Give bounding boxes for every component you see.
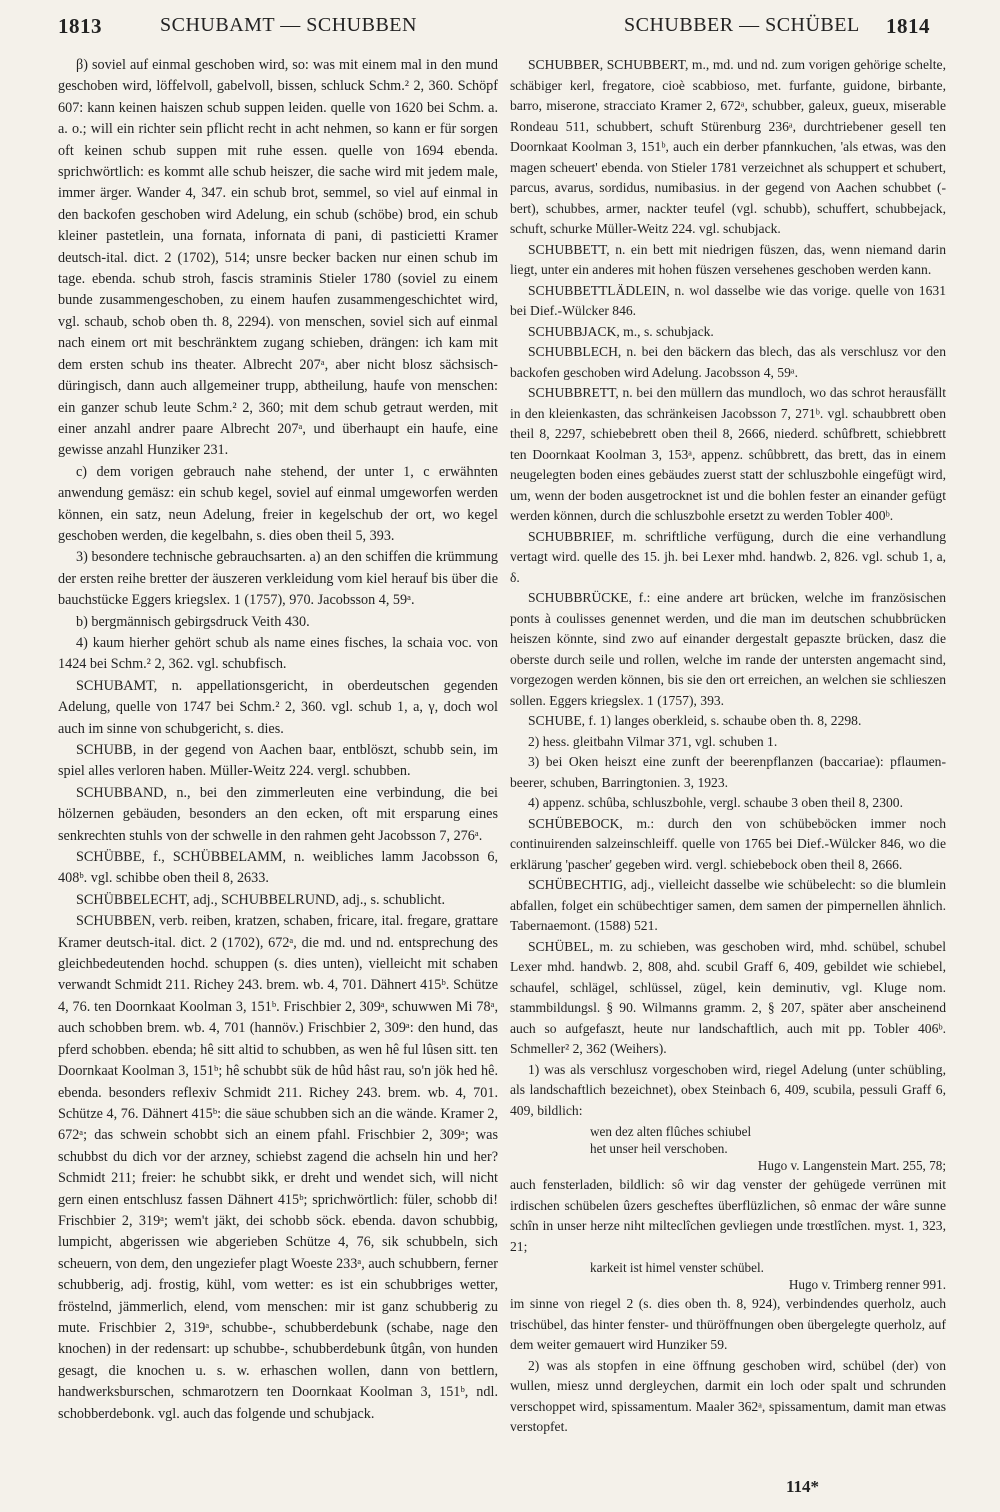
left-column — [58, 55, 498, 1425]
entry-schubbruecke: SCHUBBRÜCKE, f.: eine andere art brücken, welche im französischen ponts à coulisses genennet werden, und die man im deutschen schubbrücken heiszen könnte, sind zwo auf einander dergestalt gepaszte brücken, dasz die oberste durch seile und rollen, welche im rande der untersten angemacht sind, vorgezogen werden können, bis sie den ort erreichen, an welchen sie schlieszen sollen. Eggers kriegslex. 1 (1757), 393. — [510, 590, 946, 708]
right-running-head: SCHUBBER — SCHÜBEL — [624, 14, 860, 36]
entry-schube: SCHUBE, f. 1) langes oberkleid, s. schaube oben th. 8, 2298. — [528, 713, 862, 728]
entry-paragraph: 3) besondere technische gebrauchsarten. a) an den schiffen die krümmung der ersten reihe bretter der äuszeren verkleidung vom kiel herauf bis über die bauchstücke Eggers kriegslex. 1 (1757), 970. Jacobsson 4, 59ᵃ. — [58, 549, 498, 609]
entry-paragraph: 3) bei Oken heiszt eine zunft der beerenpflanzen (baccariae): pflaumen-beerer, schuben, Barringtonien. 3, 1923. — [510, 754, 946, 790]
quote-source: Hugo v. Langenstein Mart. 255, 78; — [757, 1158, 946, 1173]
entry-schubband: SCHUBBAND, n., bei den zimmerleuten eine verbindung, die bei hölzernen gebäuden, besonders an den ecken, oft mit ersparung eines senkrechten stuhls von der schwelle in den rahmen geht Jacobsson 7, 276ᵃ. — [58, 784, 498, 844]
entry-paragraph: 4) kaum hierher gehört schub als name eines fisches, la schaia voc. von 1424 bei Schm.² 2, 362. vgl. schubfisch. — [58, 634, 498, 673]
entry-paragraph: 4) appenz. schûba, schluszbohle, vergl. schaube 3 oben theil 8, 2300. — [528, 795, 903, 810]
right-page-number: 1814 — [886, 14, 930, 38]
entry-schuebebock: SCHÜBEBOCK, m.: durch den von schübeböcken immer noch continuirenden salzeinschleiff. quelle von 1765 bei Dief.-Wülcker 846, wo die erklärung 'pascher' gegeben wird. vergl. schiebebock oben theil 8, 2666. — [510, 815, 946, 872]
entry-schubbrett: SCHUBBRETT, n. bei den müllern das mundloch, wo das schrot herausfällt in den kleienkasten, das schränkeisen Jacobsson 7, 271ᵇ. vgl. schaubbrett oben theil 8, 2297, schiebebrett oben theil 8, 2666, niederd. schûfbrett, schiebbrett ten Doornkaat Koolman 3, 153ᵃ, appenz. schûbbrett, das brett, das in einem neugelegten boden eines gebäudes zuerst statt der schluszbohle eingefügt wird, um, wenn der boden ausgetrocknet ist und die bohlen fester an einander gefügt werden können, durch die schluszbohle ersetzt zu werden Tobler 400ᵇ. — [510, 385, 946, 523]
entry-schubben: SCHUBBEN, verb. reiben, kratzen, schaben, fricare, ital. fregare, grattare Kramer deutsch-ital. dict. 2 (1702), 672ᵃ, die md. und nd. entsprechung des gleichbedeutenden hochd. schuppen (s. dies unten), vielleicht mit schaben verwandt Schmidt 211. Richey 243. brem. wb. 4, 701. Dähnert 415ᵇ. Schütze 4, 76. ten Doornkaat Koolman 3, 151ᵇ. Frischbier 2, 309ᵃ, schuwwen Mi 78ᵃ, auch schobben brem. wb. 4, 701 (hannöv.) Frischbier 2, 309ᵃ: den hund, das pferd schobben. ebenda; hê sitt altid to schubben, as wen hê ful lûsen sitt. ten Doornkaat Koolman 3, 151ᵇ; hê schubbt sük de hûd hâst rau, so'n jök hed hê. ebenda. besonders reflexiv Schmidt 211. Richey 243. brem. wb. 4, 701. Schütze 4, 76. Dähnert 415ᵇ: die säue schubben sich an die wände. Kramer 2, 672ᵃ; das schwein schobbt sich an einem pfahl. Frischbier 2, 309ᵃ; was schubbst du dich vor der arzney, schiebst zagend die achseln hin und her? Schmidt 211; freier: he schubbt sikk, er dreht und wendet sich, will nicht gern einen entschlusz fassen Dähnert 415ᵇ; sprichwörtlich: füler, schobb di! Frischbier 2, 319ᵃ; wem't jäkt, dei schobb söck. ebenda. davon schubbig, lumpicht, abgerissen wie abgerieben Schütze 4, 76, sik schubbeln, sich scheuern, von dem, den ungeziefer plagt Woeste 233ᵃ, auch schubbern, ferner schubberig, adj. frostig, kühl, vom wetter: es ist ein schubbriges wetter, fröstelnd, jämmerlich, elend, vom menschen: mir ist ganz schubberig zu mute. Frischbier 2, 319ᵃ, schubbe-, schubberdebunk (schabe, nage den knochen) in der redensart: up schubbe-, schubberdebunk ûtgân, von hunden gesagt, die knochen u. s. w. erhaschen wollen, dann von bettlern, handwerksburschen, schmarotzern ten Doornkaat Koolman 3, 151ᵇ, ndl. schobberdebonk. vgl. auch das folgende und schubjack. — [58, 913, 498, 1422]
entry-schubbett: SCHUBBETT, n. ein bett mit niedrigen füszen, das, wenn niemand darin liegt, unter ein anderes mit hohen füszen versehenes geschoben werden kann. — [510, 241, 946, 277]
entry-paragraph: 2) was als stopfen in eine öffnung geschoben wird, schübel (der) von wullen, miesz unnd dergleychen, darmit ein loch oder spalt und schrunden verschoppet wird, spissamentum. Maaler 362ᵃ, spissamentum, damit man etwas verstopfet. — [510, 1357, 946, 1434]
entry-paragraph: β) soviel auf einmal geschoben wird, so: was mit einem mal in den mund geschoben wird, löffelvoll, gabelvoll, bissen, schluck Schm.² 2, 360. Schöpf 607: kann keinen haiszen schub suppen leiden. quelle von 1620 bei Schm. a. a. o.; will ein richter sein pflicht recht in acht nehmen, so kann er für sorgen oft keinen schub suppen mit ruhe essen. quelle von 1694 ebenda. sprichwörtlich: es kommt alle schub heiszer, die sache wird mit jedem male, immer ärger. Wander 4, 347. ein schub brot, semmel, so viel auf einmal in den backofen geschoben wird Adelung, ein schub (schöbe) brod, ein schub kleiner pastetlein, una fornata, infornata di pani, di pasticietti Kramer deutsch-ital. dict. 2 (1702), 514; unsre becker backen nur einen schub im tage. ebenda. schub stroh, fascis straminis Stieler 1780 (soviel zu einem bunde zusammengeschoben, zu einem haufen zusammengeschichtet wird, vgl. schaub, schob oben th. 8, 2294). von menschen, soviel sich auf einmal nach einem ort mit beschränktem zugang schieben, drängen: ich kam mit dem ersten schub ins theater. Albrecht 207ᵃ, aber nicht blosz sächsisch-düringisch, dann auch allgemeiner trupp, abtheilung, haufe von menschen: ein ganzer schub leute Schm.² 2, 360; mit dem schub getraut werden, mit einer anzahl andrer paare Albrecht 207ᵃ, und überhaupt ein haufe, eine gewisse anzahl Hunziker 231. — [58, 57, 498, 459]
entry-schuebechtig: SCHÜBECHTIG, adj., vielleicht dasselbe wie schübelecht: so die blumlein abfallen, folget ein schübechtiger samen, dem samen der pimpernellen ähnlich. Tabernaemont. (1588) 521. — [510, 877, 946, 933]
right-column — [510, 55, 946, 1438]
left-page-number: 1813 — [58, 14, 102, 38]
entry-schubamt: SCHUBAMT, n. appellationsgericht, in oberdeutschen gegenden Adelung, quelle von 1747 bei Schm.² 2, 360. vgl. schub 1, a, γ, doch wol auch im sinne von schubgericht, s. dies. — [58, 677, 498, 737]
entry-paragraph: b) bergmännisch gebirgsdruck Veith 430. — [76, 613, 310, 630]
entry-paragraph: 2) hess. gleitbahn Vilmar 371, vgl. schuben 1. — [528, 733, 778, 749]
entry-schubbjack: SCHUBBJACK, m., s. schubjack. — [528, 323, 714, 339]
entry-paragraph: auch fensterladen, bildlich: sô wir dag venster der gehügede verrünen mit irdischen schübelen ûzers gescheftes überflüzlichen, sô enmac der wâre sunne schîn in unser herze niht milteclîchen gevliegen unde trœstlîchen. myst. 1, 323, 21; — [510, 1177, 946, 1254]
left-running-head: SCHUBAMT — SCHUBBEN — [160, 14, 417, 36]
entry-schuebbelecht: SCHÜBBELECHT, adj., SCHUBBELRUND, adj., s. schublicht. — [76, 891, 446, 908]
entry-schubber: SCHUBBER, SCHUBBERT, m., md. und nd. zum vorigen gehörige schelte, schäbiger kerl, fregatore, cioè scabbioso, met. furfante, guidone, birbante, barro, miserone, stracciato Kramer 2, 672ᵃ, schubber, galeux, gueux, miserable Rondeau 511, schubbert, schuft Stürenburg 236ᵃ, durchtriebener gesell ten Doornkaat Koolman 3, 151ᵇ, auch ein derber pfannkuchen, 'als etwas, was den magen scheuert' ebenda. von Stieler 1781 verzeichnet als schuppert et schubert, parcus, avarus, sordidus, numibasius. in der gegend von Aachen schubbet (-bert), schubbes, armer, nackter teufel (vgl. schubb), schuffert, schubbejack, schuft, schurke Müller-Weitz 224. vgl. schubjack. — [510, 57, 946, 236]
entry-paragraph: c) dem vorigen gebrauch nahe stehend, der unter 1, c erwähnten anwendung gemäsz: ein schub kegel, soviel auf einmal umgeworfen werden können, ein satz, neun Adelung, freier in kegelschub der ort, wo kegel geschoben werden, die kegelbahn, s. dies oben theil 5, 393. — [58, 463, 498, 544]
entry-paragraph: im sinne von riegel 2 (s. dies oben th. 8, 924), verbindendes querholz, auch trischübel, das hinter fenster- und thüröffnungen oben übergelegte querholz, auf dem weiter gemauert wird Hunziker 59. — [510, 1296, 946, 1352]
entry-paragraph: 1) was als verschlusz vorgeschoben wird, riegel Adelung (unter schübling, als landschaftlich bezeichnet), obex Steinbach 6, 409, scubila, pessuli Graff 6, 409, bildlich: — [510, 1061, 946, 1118]
entry-schubbrief: SCHUBBRIEF, m. schriftliche verfügung, durch die eine verhandlung vertagt wird. quelle des 15. jh. bei Lexer mhd. handwb. 2, 826. vgl. schub 1, a, δ. — [510, 528, 946, 585]
quote-source: Hugo v. Trimberg renner 991. — [788, 1277, 946, 1292]
entry-schubbettlaedlein: SCHUBBETTLÄDLEIN, n. wol dasselbe wie das vorige. quelle von 1631 bei Dief.-Wülcker 846. — [510, 282, 946, 318]
verse-quote-line: karkeit ist himel venster schübel. — [590, 1260, 764, 1275]
verse-quote-line: het unser heil verschoben. — [590, 1141, 728, 1156]
entry-schubblech: SCHUBBLECH, n. bei den bäckern das blech, das als verschlusz vor den backofen geschoben wird Adelung. Jacobsson 4, 59ᵃ. — [510, 344, 946, 380]
verse-quote-line: wen dez alten flûches schiubel — [590, 1124, 752, 1139]
entry-schuebel: SCHÜBEL, m. zu schieben, was geschoben wird, mhd. schübel, schubel Lexer mhd. handwb. 2, 808, ahd. scubil Graff 6, 409, gebildet wie schiebel, schaufel, schlägel, schlüssel, zügel, kein deminutiv, vgl. Kluge nom. stammbildungsl. § 90. Wilmanns gramm. 2, § 207, später aber anscheinend auch so aufgefaszt, heute nur landschaftlich, auch mit pp. Tobler 406ᵇ. Schmeller² 2, 362 (Weihers). — [510, 938, 946, 1056]
entry-schuebbe: SCHÜBBE, f., SCHÜBBELAMM, n. weibliches lamm Jacobsson 6, 408ᵇ. vgl. schibbe oben theil 8, 2633. — [58, 849, 498, 887]
signature-mark: 114* — [786, 1477, 820, 1496]
entry-schubb: SCHUBB, in der gegend von Aachen baar, entblöszt, schubb sein, im spiel alles verloren haben. Müller-Weitz 224. vergl. schubben. — [58, 742, 498, 780]
